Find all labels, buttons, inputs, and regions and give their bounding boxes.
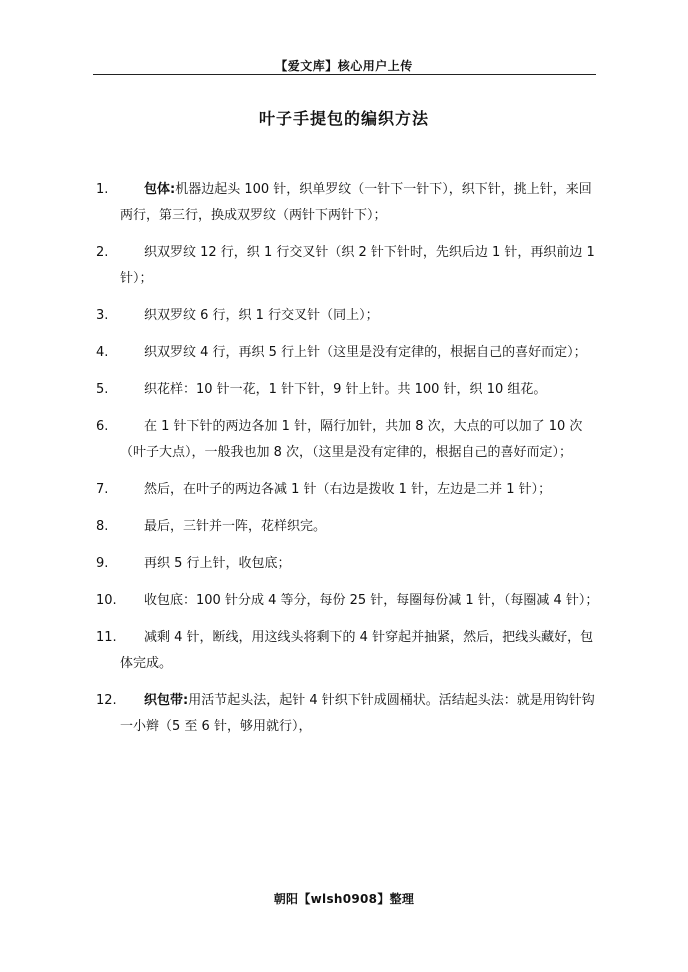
list-item — [96, 477, 600, 503]
item-body: 用活节起头法，起针 4 针织下针成圆桶状。活结起头法：就是用钩针钩一小辫（5 至 6 针，够用就行）， — [120, 693, 595, 734]
item-number: 5. — [96, 382, 109, 397]
item-text — [96, 414, 600, 466]
item-text — [96, 177, 600, 229]
list-item — [96, 303, 600, 329]
item-number: 12. — [96, 693, 117, 708]
item-heading: 包体: — [144, 182, 176, 197]
item-number: 1. — [96, 182, 109, 197]
item-text — [96, 688, 600, 740]
item-body: 织双罗纹 6 行，织 1 行交叉针（同上）； — [144, 308, 379, 323]
item-text — [96, 625, 600, 677]
item-body: 机器边起头 100 针，织单罗纹（一针下一针下），织下针，挑上针，来回两行，第三行，换成双罗纹（两针下两针下）； — [120, 182, 592, 223]
item-body: 然后，在叶子的两边各减 1 针（右边是拨收 1 针，左边是二并 1 针）； — [144, 482, 552, 497]
item-number: 3. — [96, 308, 109, 323]
item-number: 6. — [96, 419, 109, 434]
list-item — [96, 551, 600, 577]
document-title: 叶子手提包的编织方法 — [258, 109, 429, 128]
item-text — [96, 514, 600, 540]
list-item — [96, 340, 600, 366]
item-text — [96, 240, 600, 292]
list-item — [96, 377, 600, 403]
list-item — [96, 177, 600, 229]
item-text — [96, 340, 600, 366]
item-body: 在 1 针下针的两边各加 1 针，隔行加针，共加 8 次，大点的可以加了 10 次（叶子大点），一般我也加 8 次，（这里是没有定律的，根据自己的喜好而定）； — [120, 419, 583, 460]
item-body: 再织 5 行上针，收包底； — [144, 556, 291, 571]
item-body: 最后，三针并一阵，花样织完。 — [144, 519, 327, 534]
item-number: 7. — [96, 482, 109, 497]
list-item — [96, 514, 600, 540]
document-header: 【爱文库】核心用户上传 — [275, 59, 413, 73]
item-body: 织双罗纹 12 行，织 1 行交叉针（织 2 针下针时，先织后边 1 针，再织前边 1 针）； — [120, 245, 595, 286]
header-divider — [93, 74, 596, 75]
item-body: 减剩 4 针，断线，用这线头将剩下的 4 针穿起并抽紧，然后，把线头藏好，包体完成。 — [120, 630, 594, 671]
instruction-list — [96, 177, 600, 751]
list-item — [96, 414, 600, 466]
list-item — [96, 688, 600, 740]
item-text — [96, 303, 600, 329]
list-item — [96, 240, 600, 292]
item-number: 10. — [96, 593, 117, 608]
item-number: 2. — [96, 245, 109, 260]
item-number: 11. — [96, 630, 117, 645]
item-number: 8. — [96, 519, 109, 534]
item-body: 收包底：100 针分成 4 等分，每份 25 针，每圈每份减 1 针，（每圈减 4 针）； — [144, 593, 599, 608]
item-text — [96, 551, 600, 577]
document-footer: 朝阳【wlsh0908】整理 — [273, 892, 415, 906]
list-item — [96, 588, 600, 614]
list-item — [96, 625, 600, 677]
item-text — [96, 377, 600, 403]
item-number: 9. — [96, 556, 109, 571]
item-body: 织花样：10 针一花，1 针下针，9 针上针。共 100 针，织 10 组花。 — [144, 382, 547, 397]
item-text — [96, 588, 600, 614]
item-text — [96, 477, 600, 503]
item-body: 织双罗纹 4 行，再织 5 行上针（这里是没有定律的，根据自己的喜好而定）； — [144, 345, 587, 360]
item-heading: 织包带: — [144, 693, 189, 708]
item-number: 4. — [96, 345, 109, 360]
